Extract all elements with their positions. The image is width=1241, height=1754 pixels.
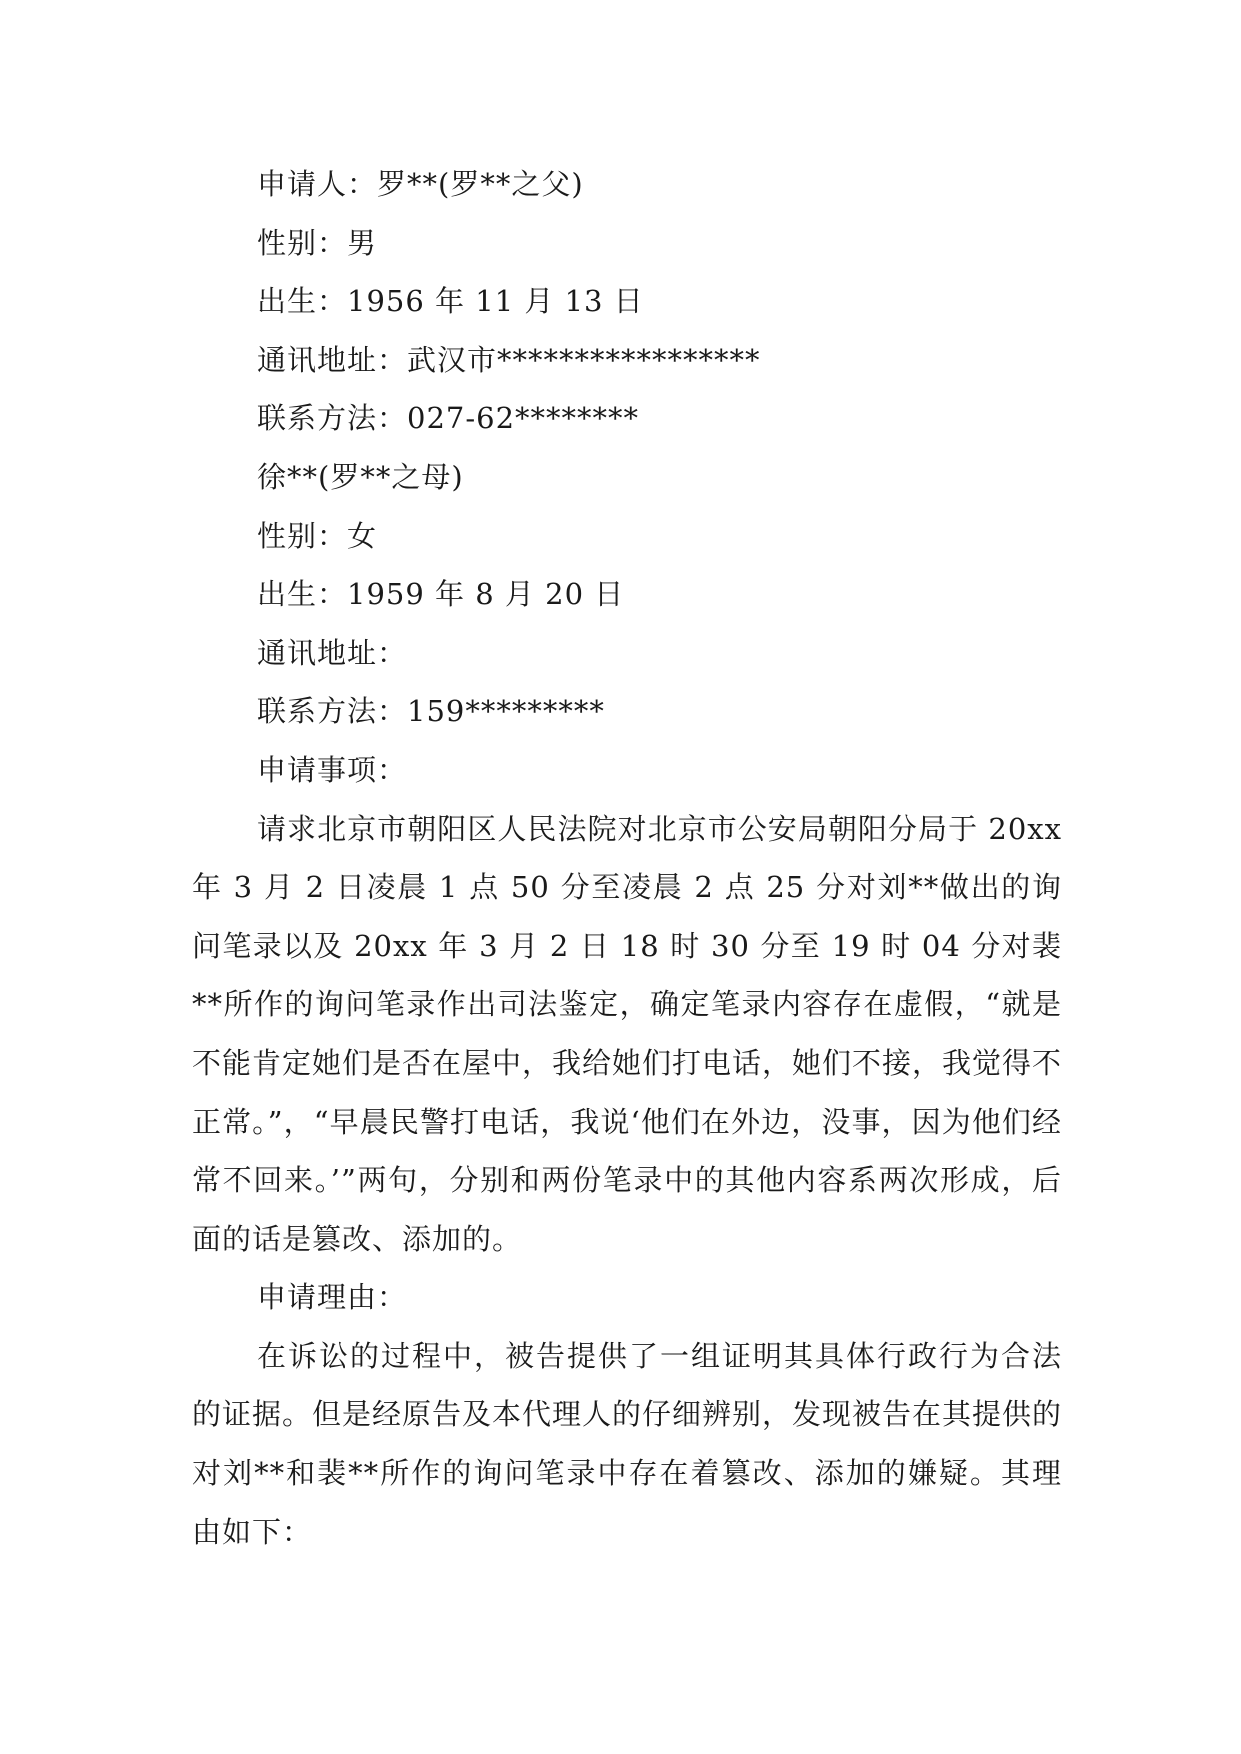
document-body bbox=[192, 155, 1062, 1561]
applicant-father-gender: 性别：男 bbox=[257, 225, 378, 260]
request-body: 请求北京市朝阳区人民法院对北京市公安局朝阳分局于 20xx 年 3 月 2 日凌晨 1 点 50 分至凌晨 2 点 25 分对刘**做出的询问笔录以及 20xx 年 3 月 2 日 18 时 30 分至 19 时 04 分对裴**所作的询问笔录作出司法鉴定，确定笔录内容存在虚假，“就是不能肯定她们是否在屋中，我给她们打电话，她们不接，我觉得不正常。”，“早晨民警打电话，我说‘他们在外边，没事，因为他们经常不回来。’”两句，分别和两份笔录中的其他内容系两次形成，后面的话是篡改、添加的。 bbox=[192, 811, 1063, 1256]
reason-body: 在诉讼的过程中，被告提供了一组证明其具体行政行为合法的证据。但是经原告及本代理人的仔细辨别，发现被告在其提供的对刘**和裴**所作的询问笔录中存在着篡改、添加的嫌疑。其理由如下： bbox=[192, 1338, 1063, 1549]
applicant-father-birth: 出生：1956 年 11 月 13 日 bbox=[257, 284, 644, 319]
applicant-mother-contact: 联系方法：159********* bbox=[257, 694, 605, 729]
applicant-mother-gender: 性别：女 bbox=[257, 518, 378, 553]
applicant-father-contact: 联系方法：027-62******** bbox=[257, 401, 640, 436]
applicant-mother-name: 徐**(罗**之母) bbox=[257, 459, 464, 494]
applicant-father-address: 通讯地址：武汉市***************** bbox=[257, 342, 761, 377]
applicant-father-name: 申请人：罗**(罗**之父) bbox=[257, 167, 584, 201]
applicant-mother-birth: 出生：1959 年 8 月 20 日 bbox=[257, 577, 625, 612]
applicant-mother-address: 通讯地址： bbox=[257, 635, 408, 670]
request-heading: 申请事项： bbox=[257, 752, 408, 787]
reason-heading: 申请理由： bbox=[257, 1280, 408, 1315]
